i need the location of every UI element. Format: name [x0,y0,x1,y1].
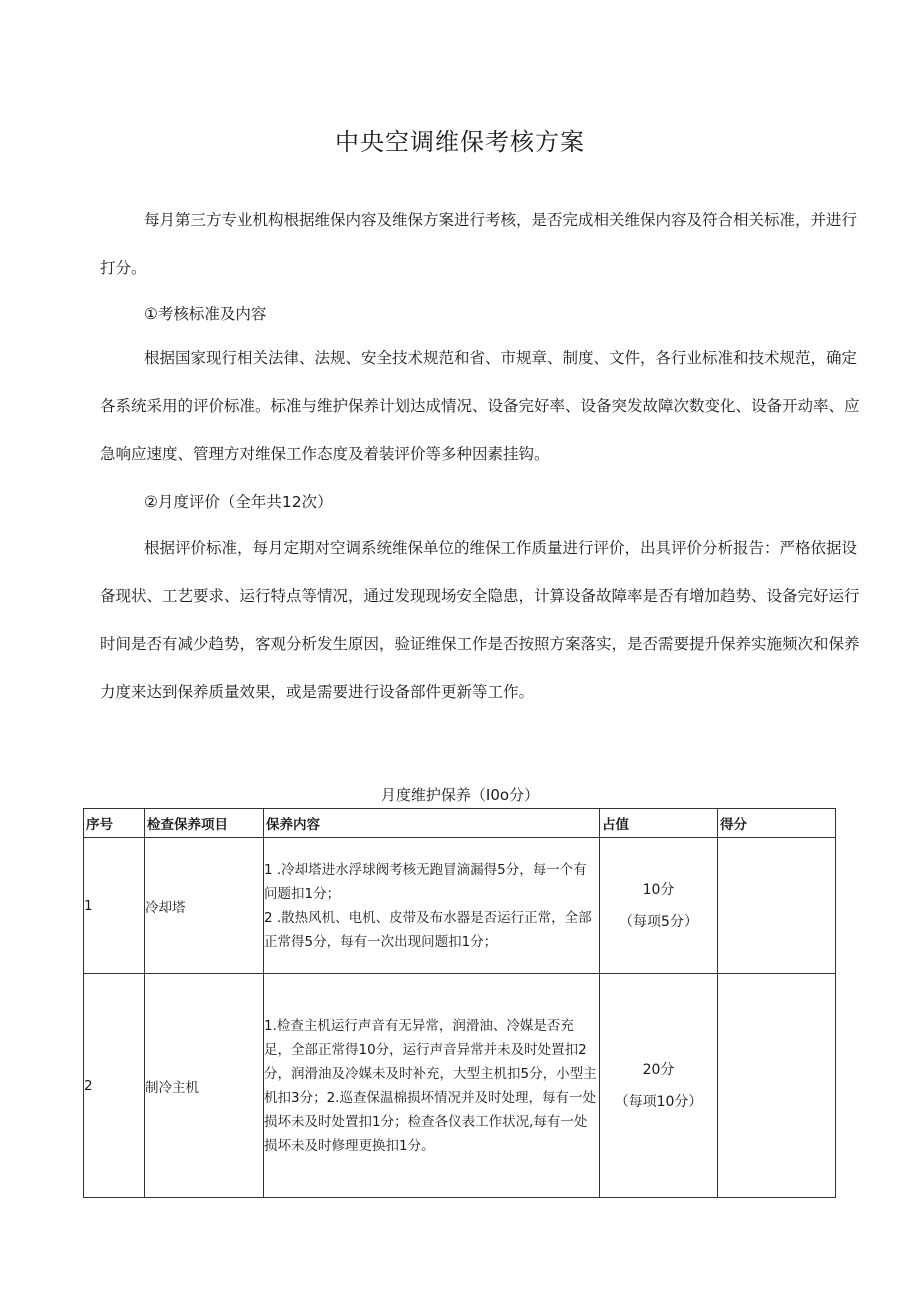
row-content [264,974,600,1198]
section-heading-monthly: ②月度评价（全年共12次） [144,493,333,511]
monthly-paragraph: 根据评价标准，每月定期对空调系统维保单位的维保工作质量进行评价，出具评价分析报告：严格依据设备现状、工艺要求、运行特点等情况，通过发现现场安全隐患，计算设备故障率是否有增加趋势、设备完好运行时间是否有减少趋势，客观分析发生原因，验证维保工作是否按照方案落实，是否需要提升保养实施频次和保养力度来达到保养质量效果，或是需要进行设备部件更新等工作。 [100,539,860,701]
criteria-paragraph: 根据国家现行相关法律、法规、安全技术规范和省、市规章、制度、文件，各行业标准和技术规范，确定各系统采用的评价标准。标准与维护保养计划达成情况、设备完好率、设备突发故障次数变化、设备开动率、应急响应速度、管理方对维保工作态度及着装评价等多种因素挂钩。 [100,349,860,463]
document-title: 中央空调维保考核方案 [335,128,585,156]
row-content [264,838,600,974]
header-num: 序号 [84,809,145,838]
intro-paragraph: 每月第三方专业机构根据维保内容及维保方案进行考核，是否完成相关维保内容及符合相关标准，并进行打分。 [100,211,858,277]
row-item: 制冷主机 [145,974,264,1198]
content-line: 1.检查主机运行声音有无异常，润滑油、冷媒是否充足，全部正常得10分，运行声音异常并未及时处置扣2分，润滑油及冷媒未及时补充，大型主机扣5分，小型主机扣3分；2.巡查保温棉损坏情况并及时处理，每有一处损坏未及时处置扣1分；检查各仪表工作状况,每有一处损坏未及时修理更换扣1分。 [264,1017,597,1154]
row-score [718,838,836,974]
row-item: 冷却塔 [145,838,264,974]
weight-sub: （每项10分） [614,1093,703,1110]
header-score: 得分 [718,809,836,838]
weight-main: 20分 [642,1061,675,1078]
row-weight [600,838,718,974]
weight-main: 10分 [642,881,675,898]
row-weight [600,974,718,1198]
section-heading-criteria: ①考核标准及内容 [144,305,267,323]
weight-sub: （每项5分） [619,913,698,930]
content-line: 1 .冷却塔进水浮球阀考核无跑冒滴漏得5分，每一个有问题扣1分； [264,861,587,902]
table-caption: 月度维护保养（I0o分） [380,786,540,804]
row-num: 2 [84,974,145,1198]
header-weight: 占值 [600,809,718,838]
maintenance-table [83,808,836,1198]
content-line: 2 .散热风机、电机、皮带及布水器是否运行正常，全部正常得5分，每有一次出现问题扣1分； [264,909,592,950]
row-num: 1 [84,838,145,974]
header-content: 保养内容 [264,809,600,838]
row-score [718,974,836,1198]
table-row [84,974,836,1198]
header-item: 检查保养项目 [145,809,264,838]
table-header-row [84,809,836,838]
table-row [84,838,836,974]
